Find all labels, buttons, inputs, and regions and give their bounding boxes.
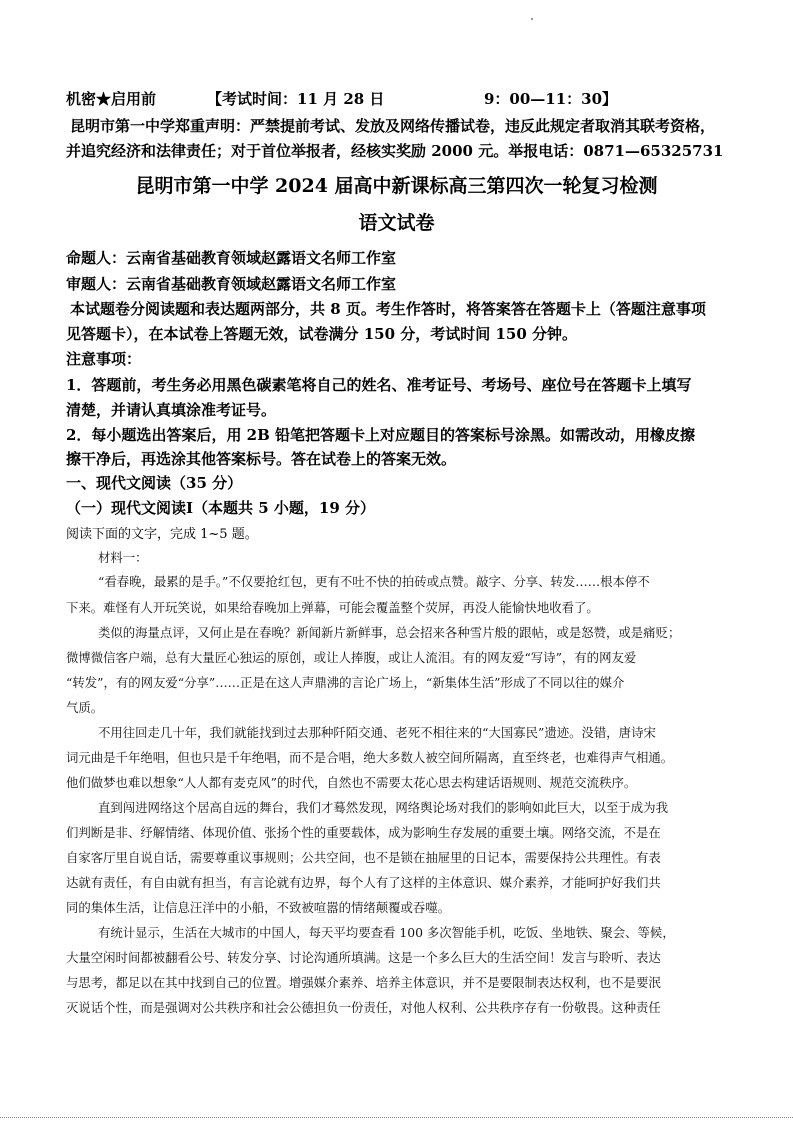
passage-line: 微博微信客户端，总有大量匠心独运的原创，或让人捧腹，或让人流泪。有的网友爱“写诗”，有的网友爱	[66, 650, 637, 665]
passage-line: 与思考，都足以在其中找到自己的位置。增强媒介素养、培养主体意识，并不是要限制表达权利，也不是要泯	[66, 975, 661, 990]
passage-line: 自家客厅里自说自话，需要尊重议事规则；公共空间，也不是锁在抽屉里的日记本，需要保持公共理性。有表	[66, 850, 661, 865]
passage-line: 气质。	[66, 700, 104, 715]
note-1-line-2: 清楚，并请认真填涂准考证号。	[66, 401, 277, 419]
page-title: 昆明市第一中学 2024 届高中新课标高三第四次一轮复习检测	[135, 175, 658, 197]
header-line	[66, 88, 618, 108]
bottom-rule	[0, 1117, 793, 1118]
note-1-line-1: 1．答题前，考生务必用黑色碳素笔将自己的姓名、准考证号、考场号、座位号在答题卡上填写	[66, 376, 692, 394]
passage-line: 词元曲是千年绝唱，但也只是千年绝唱，而不是合唱，绝大多数人被空间所隔离，直至终老，也难得声气相通。	[66, 750, 674, 765]
passage-line: 不用往回走几十年，我们就能找到过去那种阡陌交通、老死不相往来的“大国寡民”遗迹。没错，唐诗宋	[98, 725, 656, 740]
exam-time-label: 【考试时间：11 月 28 日	[207, 90, 385, 108]
passage-line: 他们做梦也难以想象“人人都有麦克风”的时代，自然也不需要太花心思去构建话语规则、规范交流秩序。	[66, 775, 637, 790]
passage-line: 直到闯进网络这个居高自远的舞台，我们才蓦然发现，网络舆论场对我们的影响如此巨大，以至于成为我	[98, 800, 668, 815]
passage-line: 达就有责任，有自由就有担当，有言论就有边界，每个人有了这样的主体意识、媒介素养，才能呵护好我们共	[66, 875, 661, 890]
passage-line: 下来。难怪有人开玩笑说，如果给春晚加上弹幕，可能会覆盖整个荧屏，再没人能愉快地收看了。	[66, 600, 599, 615]
page-subtitle: 语文试卷	[358, 212, 435, 234]
passage-line: “看春晚，最累的是手。”不仅要抢红包，更有不吐不快的拍砖或点赞。敲字、分享、转发……根本停不	[98, 574, 650, 589]
instruction-text: 阅读下面的文字，完成 1~5 题。	[66, 527, 258, 542]
passage-line: 们判断是非、纾解情绪、体现价值、张扬个性的重要载体，成为影响生存发展的重要土壤。网络交流，不是在	[66, 825, 661, 840]
passage-line: “转发”，有的网友爱“分享”……正是在这人声鼎沸的言论广场上，“新集体生活”形成了不同以往的媒介	[66, 675, 625, 690]
secret-label: 机密★启用前	[66, 90, 157, 108]
setter-line: 命题人：云南省基础教育领域赵露语文名师工作室	[66, 249, 397, 267]
passage-line: 大量空闲时间都被翻看公号、转发分享、讨论沟通所填满。这是一个多么巨大的生活空间！发言与聆听、表达	[66, 950, 661, 965]
desc-line-1: 本试题卷分阅读题和表达题两部分，共 8 页。考生作答时，将答案答在答题卡上（答题注意事项	[70, 300, 706, 318]
statement-line-2: 并追究经济和法律责任；对于首位举报者，经核实奖励 2000 元。举报电话：0871—65325731	[66, 142, 724, 160]
note-2-line-2: 擦干净后，再选涂其他答案标号。答在试卷上的答案无效。	[66, 450, 457, 468]
note-2-line-1: 2．每小题选出答案后，用 2B 铅笔把答题卡上对应题目的答案标号涂黑。如需改动，用橡皮擦	[66, 426, 696, 444]
material-label: 材料一：	[98, 550, 148, 565]
passage-line: 同的集体生活，让信息汪洋中的小船，不致被喧嚣的情绪颠覆或吞噬。	[66, 900, 451, 915]
passage-line: 类似的海量点评，又何止是在春晚？新闻新片新鲜事，总会招来各种雪片般的跟帖，或是怒赞，或是痛贬；	[98, 625, 681, 640]
page-dot	[531, 18, 533, 20]
notes-heading: 注意事项：	[66, 350, 142, 368]
section-heading: 一、现代文阅读（35 分）	[66, 474, 243, 492]
reviewer-line: 审题人：云南省基础教育领域赵露语文名师工作室	[66, 275, 397, 293]
passage-line: 有统计显示，生活在大城市的中国人，每天平均要查看 100 多次智能手机，吃饭、坐地铁、聚会、等候，	[98, 925, 675, 940]
statement-line-1: 昆明市第一中学郑重声明：严禁提前考试、发放及网络传播试卷，违反此规定者取消其联考资格，	[70, 117, 716, 135]
desc-line-2: 见答题卡），在本试卷上答题无效，试卷满分 150 分，考试时间 150 分钟。	[66, 325, 578, 343]
passage-line: 灭说话个性，而是强调对公共秩序和社会公德担负一份责任，对他人权利、公共秩序存有一份敬畏。这种责任	[66, 1000, 661, 1015]
subsection-heading: （一）现代文阅读Ⅰ（本题共 5 小题，19 分）	[66, 499, 375, 517]
exam-time-range: 9：00—11：30】	[484, 90, 618, 108]
